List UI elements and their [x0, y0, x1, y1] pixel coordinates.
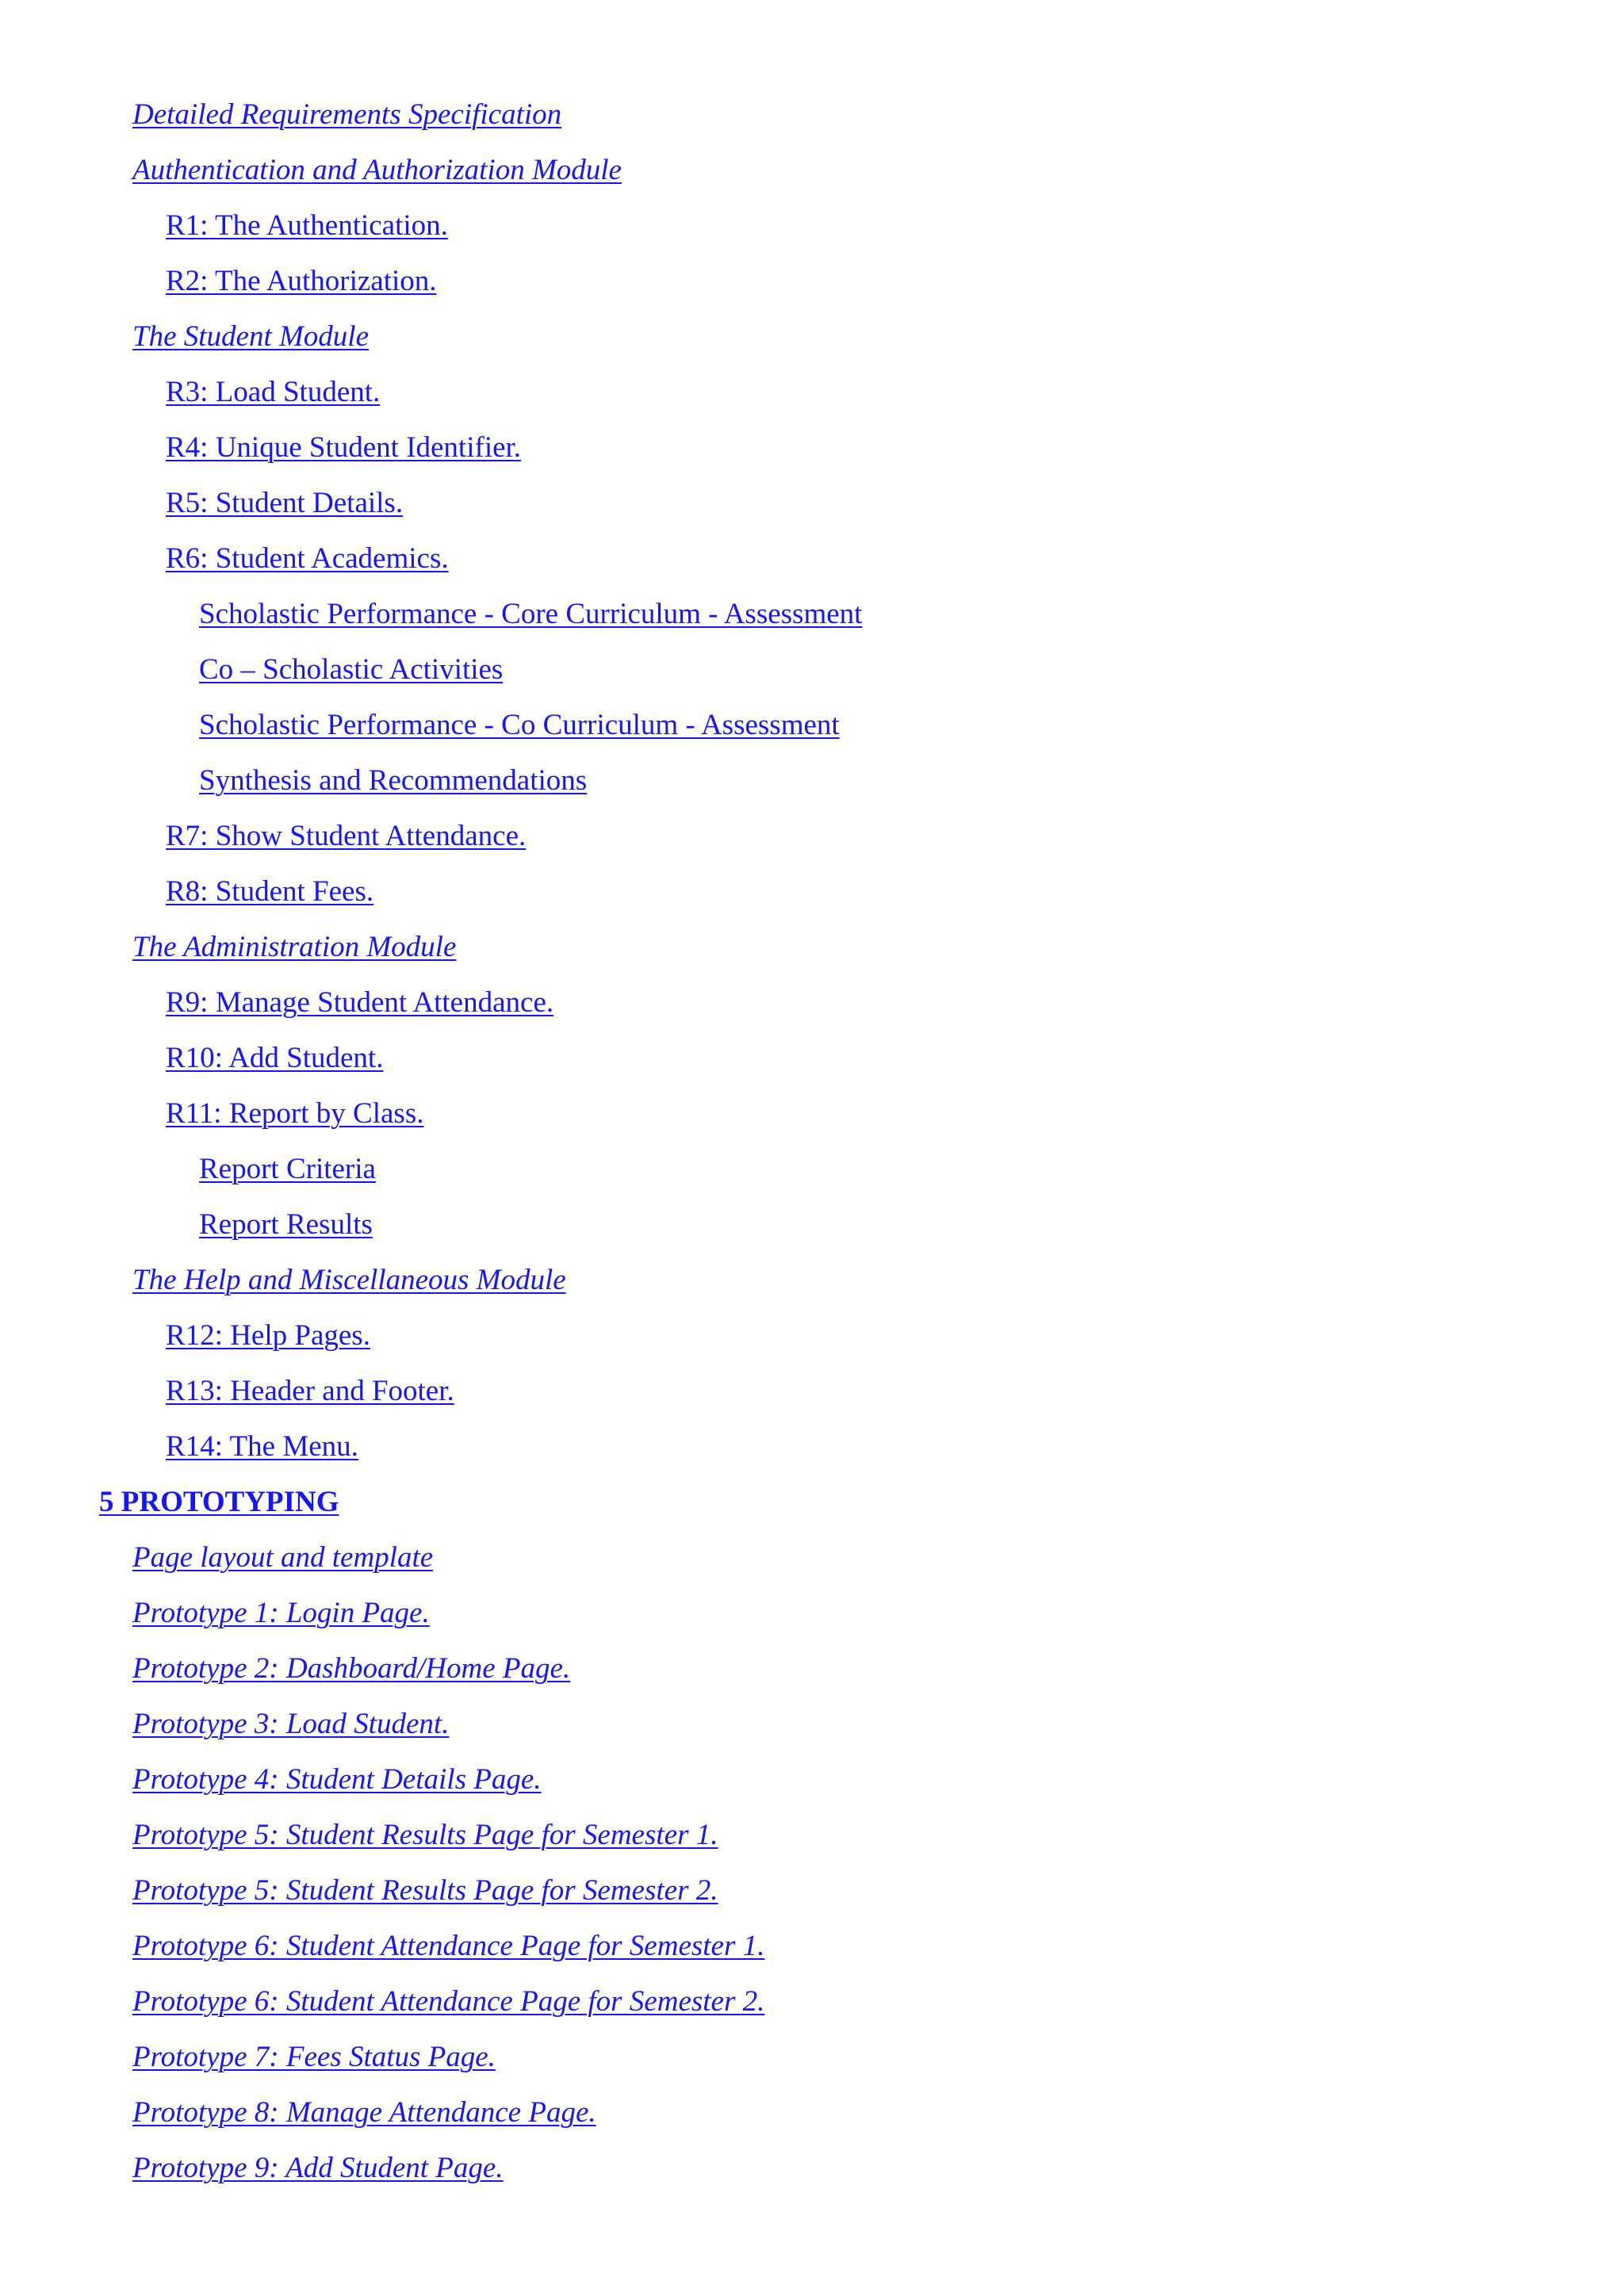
- toc-entry: [0, 870, 1624, 925]
- toc-link[interactable]: Report Criteria: [199, 1153, 376, 1185]
- toc-link[interactable]: Prototype 1: Login Page.: [132, 1597, 430, 1629]
- toc-entry: [0, 648, 1624, 703]
- toc-entry: [0, 1147, 1624, 1203]
- toc-link[interactable]: Page layout and template: [132, 1541, 434, 1574]
- toc-entry: [0, 1480, 1624, 1536]
- toc-link[interactable]: Prototype 3: Load Student.: [132, 1708, 450, 1740]
- toc-entry: [0, 2146, 1624, 2202]
- toc-entry: [0, 1980, 1624, 2035]
- toc-entry: [0, 1702, 1624, 1758]
- toc-entry: [0, 204, 1624, 259]
- toc-entry: [0, 981, 1624, 1036]
- toc-entry: [0, 315, 1624, 370]
- toc-link[interactable]: R3: Load Student.: [166, 376, 381, 408]
- toc-entry: [0, 370, 1624, 426]
- toc-link[interactable]: Prototype 6: Student Attendance Page for Semester 1.: [132, 1930, 765, 1962]
- toc-entry: [0, 148, 1624, 204]
- table-of-contents: [0, 93, 1624, 2202]
- toc-entry: [0, 426, 1624, 481]
- toc-link[interactable]: R4: Unique Student Identifier.: [166, 431, 522, 464]
- toc-entry: [0, 2035, 1624, 2091]
- toc-link[interactable]: Prototype 4: Student Details Page.: [132, 1763, 542, 1796]
- toc-link[interactable]: R1: The Authentication.: [166, 209, 448, 242]
- toc-entry: [0, 1425, 1624, 1480]
- toc-link[interactable]: R12: Help Pages.: [166, 1319, 370, 1352]
- toc-link[interactable]: R9: Manage Student Attendance.: [166, 986, 554, 1019]
- toc-entry: [0, 1647, 1624, 1702]
- toc-link[interactable]: Prototype 6: Student Attendance Page for Semester 2.: [132, 1985, 765, 2018]
- toc-entry: [0, 1203, 1624, 1258]
- toc-link[interactable]: Detailed Requirements Specification: [132, 98, 562, 131]
- toc-link[interactable]: R13: Header and Footer.: [166, 1375, 454, 1407]
- toc-link[interactable]: Prototype 9: Add Student Page.: [132, 2152, 504, 2184]
- toc-entry: [0, 537, 1624, 592]
- toc-link[interactable]: Scholastic Performance - Core Curriculum - Assessment: [199, 598, 863, 630]
- toc-link[interactable]: R5: Student Details.: [166, 487, 404, 519]
- toc-link[interactable]: R11: Report by Class.: [166, 1097, 424, 1130]
- toc-entry: [0, 592, 1624, 648]
- toc-entry: [0, 1258, 1624, 1314]
- toc-entry: [0, 925, 1624, 981]
- toc-entry: [0, 814, 1624, 870]
- toc-link[interactable]: R6: Student Academics.: [166, 542, 449, 575]
- toc-link[interactable]: Report Results: [199, 1208, 373, 1241]
- toc-entry: [0, 259, 1624, 315]
- toc-entry: [0, 93, 1624, 148]
- toc-entry: [0, 1314, 1624, 1369]
- toc-entry: [0, 1813, 1624, 1869]
- toc-entry: [0, 1092, 1624, 1147]
- toc-link[interactable]: Scholastic Performance - Co Curriculum - Assessment: [199, 709, 840, 741]
- toc-entry: [0, 1591, 1624, 1647]
- toc-entry: [0, 1536, 1624, 1591]
- toc-entry: [0, 703, 1624, 759]
- toc-entry: [0, 1036, 1624, 1092]
- toc-link[interactable]: Prototype 5: Student Results Page for Semester 1.: [132, 1819, 718, 1851]
- toc-entry: [0, 1758, 1624, 1813]
- toc-link[interactable]: The Administration Module: [132, 931, 457, 963]
- toc-link[interactable]: Prototype 8: Manage Attendance Page.: [132, 2096, 596, 2129]
- toc-link[interactable]: R7: Show Student Attendance.: [166, 820, 527, 852]
- toc-link[interactable]: Authentication and Authorization Module: [132, 154, 622, 186]
- toc-link[interactable]: R2: The Authorization.: [166, 265, 437, 297]
- toc-link[interactable]: Synthesis and Recommendations: [199, 764, 588, 797]
- toc-entry: [0, 481, 1624, 537]
- toc-entry: [0, 2091, 1624, 2146]
- toc-entry: [0, 1924, 1624, 1980]
- toc-link[interactable]: R14: The Menu.: [166, 1430, 358, 1463]
- toc-link[interactable]: Prototype 7: Fees Status Page.: [132, 2041, 496, 2073]
- toc-entry: [0, 1369, 1624, 1425]
- toc-link[interactable]: The Student Module: [132, 320, 370, 353]
- toc-link[interactable]: R8: Student Fees.: [166, 875, 374, 908]
- toc-link[interactable]: The Help and Miscellaneous Module: [132, 1264, 566, 1296]
- toc-link[interactable]: 5 PROTOTYPING: [99, 1486, 339, 1518]
- toc-link[interactable]: Prototype 5: Student Results Page for Semester 2.: [132, 1874, 718, 1907]
- toc-entry: [0, 759, 1624, 814]
- toc-entry: [0, 1869, 1624, 1924]
- toc-link[interactable]: R10: Add Student.: [166, 1042, 384, 1074]
- toc-link[interactable]: Co – Scholastic Activities: [199, 653, 504, 686]
- toc-link[interactable]: Prototype 2: Dashboard/Home Page.: [132, 1652, 571, 1685]
